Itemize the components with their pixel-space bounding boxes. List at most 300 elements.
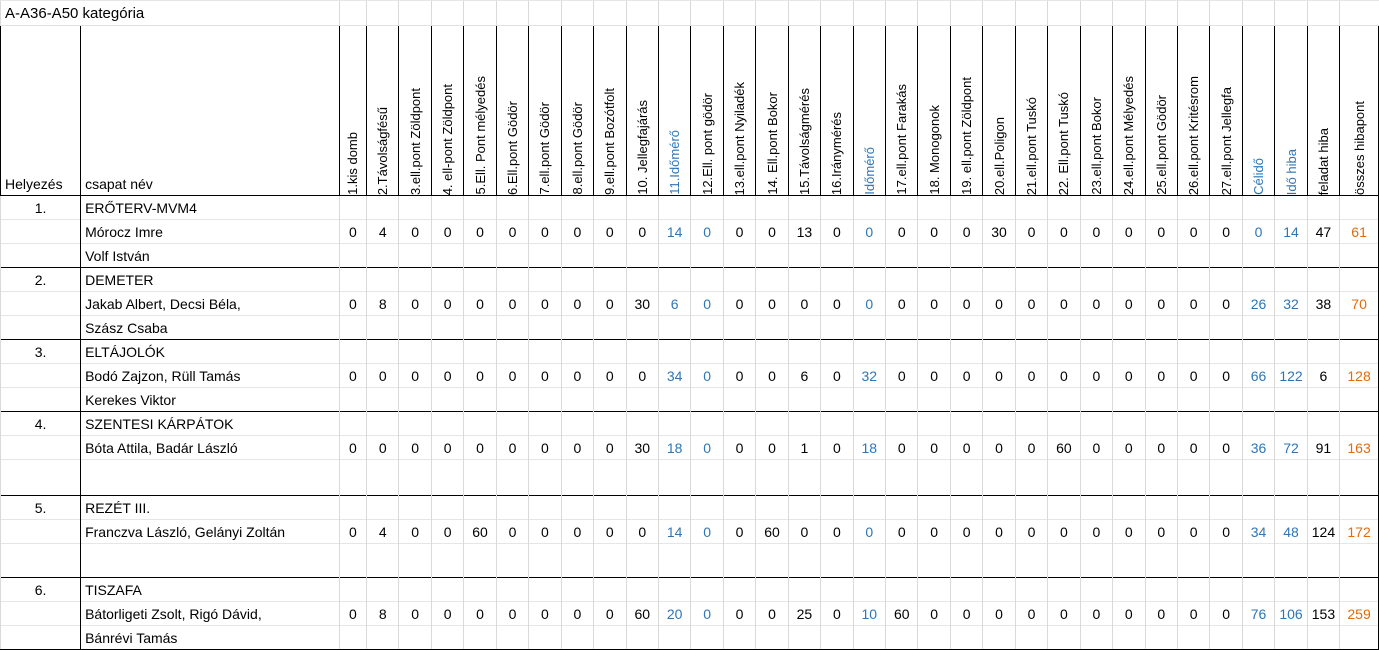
- empty-cell[interactable]: [496, 412, 528, 436]
- score-cell[interactable]: 0: [691, 520, 723, 544]
- score-cell[interactable]: 0: [918, 520, 950, 544]
- empty-cell[interactable]: [1177, 268, 1209, 292]
- empty-cell[interactable]: [983, 544, 1015, 578]
- score-cell[interactable]: 0: [561, 602, 593, 626]
- empty-cell[interactable]: [1080, 460, 1112, 496]
- header-column-26[interactable]: [1145, 26, 1177, 196]
- empty-cell[interactable]: [529, 460, 561, 496]
- team-member-cell[interactable]: Szász Csaba: [81, 316, 340, 340]
- empty-cell[interactable]: [1015, 316, 1047, 340]
- empty-cell[interactable]: [1080, 196, 1112, 220]
- score-cell[interactable]: 0: [821, 602, 853, 626]
- team-member-cell[interactable]: Jakab Albert, Decsi Béla,: [81, 292, 340, 316]
- empty-cell[interactable]: [1242, 460, 1274, 496]
- score-cell[interactable]: 0: [1015, 520, 1047, 544]
- empty-cell[interactable]: [756, 196, 788, 220]
- team-name-cell[interactable]: ELTÁJOLÓK: [81, 340, 340, 364]
- empty-cell[interactable]: [1275, 460, 1307, 496]
- empty-cell[interactable]: [1080, 244, 1112, 268]
- empty-cell[interactable]: [821, 196, 853, 220]
- empty-cell[interactable]: [1, 436, 81, 460]
- score-cell[interactable]: 0: [853, 520, 885, 544]
- team-name-cell[interactable]: TISZAFA: [81, 578, 340, 602]
- empty-cell[interactable]: [367, 460, 399, 496]
- score-cell[interactable]: 0: [983, 602, 1015, 626]
- score-cell[interactable]: 0: [399, 602, 431, 626]
- empty-cell[interactable]: [853, 496, 885, 520]
- empty-cell[interactable]: [1177, 412, 1209, 436]
- score-cell[interactable]: 0: [821, 292, 853, 316]
- empty-cell[interactable]: [1080, 412, 1112, 436]
- score-cell[interactable]: 0: [723, 220, 755, 244]
- empty-cell[interactable]: [723, 268, 755, 292]
- empty-cell[interactable]: [788, 544, 820, 578]
- team-member-cell[interactable]: Bátorligeti Zsolt, Rigó Dávid,: [81, 602, 340, 626]
- empty-cell[interactable]: [1113, 578, 1145, 602]
- empty-cell[interactable]: [1145, 196, 1177, 220]
- score-cell[interactable]: 0: [1080, 220, 1112, 244]
- score-cell[interactable]: 4: [367, 520, 399, 544]
- empty-cell[interactable]: [431, 316, 463, 340]
- score-cell[interactable]: 0: [339, 364, 366, 388]
- score-cell[interactable]: 0: [399, 220, 431, 244]
- empty-cell[interactable]: [723, 544, 755, 578]
- empty-cell[interactable]: [529, 578, 561, 602]
- empty-cell[interactable]: [886, 388, 918, 412]
- empty-cell[interactable]: [983, 460, 1015, 496]
- empty-cell[interactable]: [821, 460, 853, 496]
- empty-cell[interactable]: [1177, 578, 1209, 602]
- score-cell[interactable]: 0: [723, 364, 755, 388]
- team-member-cell[interactable]: Bánrévi Tamás: [81, 626, 340, 650]
- empty-cell[interactable]: [691, 388, 723, 412]
- score-cell[interactable]: 32: [853, 364, 885, 388]
- empty-cell[interactable]: [561, 412, 593, 436]
- score-cell[interactable]: 6: [1307, 364, 1339, 388]
- empty-cell[interactable]: [1307, 460, 1339, 496]
- empty-cell[interactable]: [1340, 388, 1379, 412]
- empty-cell[interactable]: [756, 412, 788, 436]
- empty-cell[interactable]: [1113, 1, 1145, 26]
- score-cell[interactable]: 0: [496, 602, 528, 626]
- empty-cell[interactable]: [853, 244, 885, 268]
- empty-cell[interactable]: [1113, 316, 1145, 340]
- empty-cell[interactable]: [950, 1, 982, 26]
- empty-cell[interactable]: [853, 544, 885, 578]
- score-cell[interactable]: 0: [983, 436, 1015, 460]
- empty-cell[interactable]: [1048, 196, 1080, 220]
- empty-cell[interactable]: [1080, 496, 1112, 520]
- score-cell[interactable]: 259: [1340, 602, 1379, 626]
- score-cell[interactable]: 70: [1340, 292, 1379, 316]
- empty-cell[interactable]: [464, 316, 496, 340]
- score-cell[interactable]: 0: [367, 364, 399, 388]
- empty-cell[interactable]: [821, 388, 853, 412]
- score-cell[interactable]: 0: [1145, 292, 1177, 316]
- empty-cell[interactable]: [496, 544, 528, 578]
- empty-cell[interactable]: [1275, 1, 1307, 26]
- header-column-28[interactable]: [1210, 26, 1242, 196]
- score-cell[interactable]: 124: [1307, 520, 1339, 544]
- empty-cell[interactable]: [1015, 460, 1047, 496]
- score-cell[interactable]: 0: [431, 220, 463, 244]
- empty-cell[interactable]: [1307, 196, 1339, 220]
- empty-cell[interactable]: [983, 388, 1015, 412]
- score-cell[interactable]: 0: [1015, 220, 1047, 244]
- score-cell[interactable]: 0: [496, 220, 528, 244]
- empty-cell[interactable]: [399, 1, 431, 26]
- empty-cell[interactable]: [464, 340, 496, 364]
- empty-cell[interactable]: [756, 244, 788, 268]
- empty-cell[interactable]: [1340, 412, 1379, 436]
- empty-cell[interactable]: [1210, 196, 1242, 220]
- score-cell[interactable]: 91: [1307, 436, 1339, 460]
- empty-cell[interactable]: [1, 292, 81, 316]
- score-cell[interactable]: 8: [367, 602, 399, 626]
- empty-cell[interactable]: [658, 340, 690, 364]
- empty-cell[interactable]: [496, 340, 528, 364]
- empty-cell[interactable]: [464, 578, 496, 602]
- empty-cell[interactable]: [723, 496, 755, 520]
- score-cell[interactable]: 60: [886, 602, 918, 626]
- empty-cell[interactable]: [983, 196, 1015, 220]
- empty-cell[interactable]: [1242, 316, 1274, 340]
- header-column-1[interactable]: [339, 26, 366, 196]
- empty-cell[interactable]: [339, 388, 366, 412]
- empty-cell[interactable]: [1210, 626, 1242, 650]
- score-cell[interactable]: 0: [723, 436, 755, 460]
- score-cell[interactable]: 0: [561, 220, 593, 244]
- score-cell[interactable]: 1: [788, 436, 820, 460]
- score-cell[interactable]: 0: [561, 436, 593, 460]
- score-cell[interactable]: 0: [1015, 602, 1047, 626]
- score-cell[interactable]: 60: [1048, 436, 1080, 460]
- score-cell[interactable]: 128: [1340, 364, 1379, 388]
- empty-cell[interactable]: [821, 626, 853, 650]
- header-column-13[interactable]: [723, 26, 755, 196]
- score-cell[interactable]: 0: [1210, 364, 1242, 388]
- score-cell[interactable]: 0: [756, 364, 788, 388]
- score-cell[interactable]: 0: [529, 436, 561, 460]
- empty-cell[interactable]: [723, 412, 755, 436]
- empty-cell[interactable]: [1275, 578, 1307, 602]
- score-cell[interactable]: 0: [1210, 292, 1242, 316]
- score-cell[interactable]: 0: [339, 436, 366, 460]
- empty-cell[interactable]: [918, 412, 950, 436]
- score-cell[interactable]: 0: [431, 602, 463, 626]
- empty-cell[interactable]: [339, 268, 366, 292]
- empty-cell[interactable]: [339, 412, 366, 436]
- score-cell[interactable]: 0: [431, 292, 463, 316]
- empty-cell[interactable]: [367, 388, 399, 412]
- empty-cell[interactable]: [950, 578, 982, 602]
- empty-cell[interactable]: [1210, 412, 1242, 436]
- score-cell[interactable]: 0: [1177, 520, 1209, 544]
- empty-cell[interactable]: [529, 544, 561, 578]
- empty-cell[interactable]: [431, 340, 463, 364]
- empty-cell[interactable]: [464, 268, 496, 292]
- score-cell[interactable]: 8: [367, 292, 399, 316]
- header-column-12[interactable]: [691, 26, 723, 196]
- score-cell[interactable]: 0: [950, 220, 982, 244]
- empty-cell[interactable]: [691, 496, 723, 520]
- empty-cell[interactable]: [1113, 388, 1145, 412]
- header-column-32[interactable]: [1340, 26, 1379, 196]
- score-cell[interactable]: 0: [1177, 602, 1209, 626]
- empty-cell[interactable]: [399, 460, 431, 496]
- empty-cell[interactable]: [399, 196, 431, 220]
- score-cell[interactable]: 0: [756, 436, 788, 460]
- empty-cell[interactable]: [561, 268, 593, 292]
- empty-cell[interactable]: [1015, 544, 1047, 578]
- score-cell[interactable]: 0: [431, 520, 463, 544]
- empty-cell[interactable]: [1242, 196, 1274, 220]
- score-cell[interactable]: 0: [496, 292, 528, 316]
- score-cell[interactable]: 0: [691, 602, 723, 626]
- empty-cell[interactable]: [950, 460, 982, 496]
- empty-cell[interactable]: [464, 412, 496, 436]
- empty-cell[interactable]: [464, 196, 496, 220]
- empty-cell[interactable]: [431, 544, 463, 578]
- empty-cell[interactable]: [561, 388, 593, 412]
- header-column-25[interactable]: [1113, 26, 1145, 196]
- score-cell[interactable]: 0: [1145, 436, 1177, 460]
- empty-cell[interactable]: [1080, 388, 1112, 412]
- empty-cell[interactable]: [529, 268, 561, 292]
- empty-cell[interactable]: [950, 626, 982, 650]
- empty-cell[interactable]: [1177, 340, 1209, 364]
- score-cell[interactable]: 0: [1145, 602, 1177, 626]
- score-cell[interactable]: 0: [853, 292, 885, 316]
- score-cell[interactable]: 0: [496, 520, 528, 544]
- empty-cell[interactable]: [1275, 268, 1307, 292]
- score-cell[interactable]: 0: [821, 436, 853, 460]
- empty-cell[interactable]: [691, 1, 723, 26]
- empty-cell[interactable]: [367, 316, 399, 340]
- empty-cell[interactable]: [723, 578, 755, 602]
- empty-cell[interactable]: [1145, 244, 1177, 268]
- empty-cell[interactable]: [821, 412, 853, 436]
- empty-cell[interactable]: [367, 544, 399, 578]
- empty-cell[interactable]: [1307, 316, 1339, 340]
- empty-cell[interactable]: [1048, 268, 1080, 292]
- score-cell[interactable]: 0: [1048, 292, 1080, 316]
- empty-cell[interactable]: [658, 1, 690, 26]
- score-cell[interactable]: 0: [496, 364, 528, 388]
- empty-cell[interactable]: [626, 340, 658, 364]
- empty-cell[interactable]: [1015, 1, 1047, 26]
- empty-cell[interactable]: [1145, 544, 1177, 578]
- empty-cell[interactable]: [1340, 460, 1379, 496]
- empty-cell[interactable]: [788, 626, 820, 650]
- score-cell[interactable]: 38: [1307, 292, 1339, 316]
- empty-cell[interactable]: [594, 268, 626, 292]
- score-cell[interactable]: 0: [1177, 364, 1209, 388]
- score-cell[interactable]: 34: [658, 364, 690, 388]
- score-cell[interactable]: 0: [853, 220, 885, 244]
- score-cell[interactable]: 0: [399, 436, 431, 460]
- empty-cell[interactable]: [983, 244, 1015, 268]
- empty-cell[interactable]: [1080, 578, 1112, 602]
- score-cell[interactable]: 30: [626, 436, 658, 460]
- empty-cell[interactable]: [1, 388, 81, 412]
- empty-cell[interactable]: [496, 316, 528, 340]
- score-cell[interactable]: 0: [594, 520, 626, 544]
- empty-cell[interactable]: [594, 1, 626, 26]
- score-cell[interactable]: 0: [691, 436, 723, 460]
- empty-cell[interactable]: [496, 196, 528, 220]
- empty-cell[interactable]: [529, 196, 561, 220]
- empty-cell[interactable]: [886, 496, 918, 520]
- empty-cell[interactable]: [1145, 340, 1177, 364]
- score-cell[interactable]: 106: [1275, 602, 1307, 626]
- empty-cell[interactable]: [626, 196, 658, 220]
- empty-cell[interactable]: [1145, 578, 1177, 602]
- empty-cell[interactable]: [1307, 1, 1339, 26]
- empty-cell[interactable]: [983, 316, 1015, 340]
- empty-cell[interactable]: [1210, 268, 1242, 292]
- empty-cell[interactable]: [399, 578, 431, 602]
- score-cell[interactable]: 0: [1048, 602, 1080, 626]
- empty-cell[interactable]: [367, 626, 399, 650]
- score-cell[interactable]: 66: [1242, 364, 1274, 388]
- empty-cell[interactable]: [1275, 544, 1307, 578]
- empty-cell[interactable]: [1048, 244, 1080, 268]
- score-cell[interactable]: 0: [918, 292, 950, 316]
- empty-cell[interactable]: [1307, 244, 1339, 268]
- empty-cell[interactable]: [1210, 340, 1242, 364]
- empty-cell[interactable]: [886, 268, 918, 292]
- empty-cell[interactable]: [1275, 388, 1307, 412]
- empty-cell[interactable]: [1307, 626, 1339, 650]
- score-cell[interactable]: 0: [756, 602, 788, 626]
- empty-cell[interactable]: [1275, 244, 1307, 268]
- score-cell[interactable]: 0: [1015, 436, 1047, 460]
- empty-cell[interactable]: [983, 626, 1015, 650]
- empty-cell[interactable]: [431, 388, 463, 412]
- score-cell[interactable]: 6: [788, 364, 820, 388]
- header-column-21[interactable]: [983, 26, 1015, 196]
- empty-cell[interactable]: [983, 340, 1015, 364]
- header-rank[interactable]: Helyezés: [1, 26, 81, 196]
- empty-cell[interactable]: [1307, 578, 1339, 602]
- score-cell[interactable]: 6: [658, 292, 690, 316]
- empty-cell[interactable]: [626, 496, 658, 520]
- score-cell[interactable]: 0: [983, 364, 1015, 388]
- score-cell[interactable]: 0: [529, 292, 561, 316]
- empty-cell[interactable]: [658, 460, 690, 496]
- score-cell[interactable]: 0: [464, 220, 496, 244]
- team-name-cell[interactable]: ERŐTERV-MVM4: [81, 196, 340, 220]
- score-cell[interactable]: 0: [1048, 364, 1080, 388]
- empty-cell[interactable]: [1113, 196, 1145, 220]
- empty-cell[interactable]: [1, 460, 81, 496]
- empty-cell[interactable]: [886, 316, 918, 340]
- empty-cell[interactable]: [1210, 388, 1242, 412]
- header-column-6[interactable]: [496, 26, 528, 196]
- score-cell[interactable]: 32: [1275, 292, 1307, 316]
- empty-cell[interactable]: [788, 460, 820, 496]
- empty-cell[interactable]: [886, 412, 918, 436]
- empty-cell[interactable]: [1307, 412, 1339, 436]
- empty-cell[interactable]: [1048, 340, 1080, 364]
- score-cell[interactable]: 0: [399, 292, 431, 316]
- score-cell[interactable]: 0: [918, 602, 950, 626]
- score-cell[interactable]: 0: [886, 364, 918, 388]
- empty-cell[interactable]: [918, 268, 950, 292]
- empty-cell[interactable]: [561, 316, 593, 340]
- team-name-cell[interactable]: REZÉT III.: [81, 496, 340, 520]
- empty-cell[interactable]: [1113, 544, 1145, 578]
- empty-cell[interactable]: [1, 544, 81, 578]
- empty-cell[interactable]: [853, 460, 885, 496]
- score-cell[interactable]: 72: [1275, 436, 1307, 460]
- empty-cell[interactable]: [1048, 496, 1080, 520]
- empty-cell[interactable]: [496, 244, 528, 268]
- score-cell[interactable]: 60: [464, 520, 496, 544]
- empty-cell[interactable]: [1177, 626, 1209, 650]
- empty-cell[interactable]: [1275, 626, 1307, 650]
- empty-cell[interactable]: [339, 626, 366, 650]
- empty-cell[interactable]: [464, 1, 496, 26]
- empty-cell[interactable]: [561, 578, 593, 602]
- empty-cell[interactable]: [1242, 268, 1274, 292]
- empty-cell[interactable]: [788, 388, 820, 412]
- score-cell[interactable]: 0: [1048, 220, 1080, 244]
- score-cell[interactable]: 0: [464, 436, 496, 460]
- empty-cell[interactable]: [1048, 388, 1080, 412]
- score-cell[interactable]: 0: [594, 292, 626, 316]
- score-cell[interactable]: 4: [367, 220, 399, 244]
- empty-cell[interactable]: [399, 340, 431, 364]
- empty-cell[interactable]: [1340, 1, 1379, 26]
- score-cell[interactable]: 0: [1113, 364, 1145, 388]
- score-cell[interactable]: 60: [626, 602, 658, 626]
- empty-cell[interactable]: [886, 244, 918, 268]
- empty-cell[interactable]: [821, 1, 853, 26]
- score-cell[interactable]: 153: [1307, 602, 1339, 626]
- empty-cell[interactable]: [886, 544, 918, 578]
- empty-cell[interactable]: [918, 340, 950, 364]
- empty-cell[interactable]: [1048, 544, 1080, 578]
- empty-cell[interactable]: [1015, 244, 1047, 268]
- empty-cell[interactable]: [496, 626, 528, 650]
- header-column-4[interactable]: [431, 26, 463, 196]
- score-cell[interactable]: 0: [788, 292, 820, 316]
- empty-cell[interactable]: [1275, 496, 1307, 520]
- score-cell[interactable]: 0: [1242, 220, 1274, 244]
- empty-cell[interactable]: [1210, 578, 1242, 602]
- empty-cell[interactable]: [886, 196, 918, 220]
- empty-cell[interactable]: [918, 316, 950, 340]
- empty-cell[interactable]: [529, 496, 561, 520]
- empty-cell[interactable]: [1, 626, 81, 650]
- team-member-cell[interactable]: Mórocz Imre: [81, 220, 340, 244]
- empty-cell[interactable]: [723, 460, 755, 496]
- empty-cell[interactable]: [788, 340, 820, 364]
- empty-cell[interactable]: [1015, 388, 1047, 412]
- empty-cell[interactable]: [1, 220, 81, 244]
- empty-cell[interactable]: [594, 578, 626, 602]
- empty-cell[interactable]: [1048, 412, 1080, 436]
- empty-cell[interactable]: [1080, 316, 1112, 340]
- empty-cell[interactable]: [658, 268, 690, 292]
- team-member-cell[interactable]: Volf István: [81, 244, 340, 268]
- empty-cell[interactable]: [1113, 244, 1145, 268]
- header-column-23[interactable]: [1048, 26, 1080, 196]
- rank-cell[interactable]: 6.: [1, 578, 81, 602]
- empty-cell[interactable]: [339, 578, 366, 602]
